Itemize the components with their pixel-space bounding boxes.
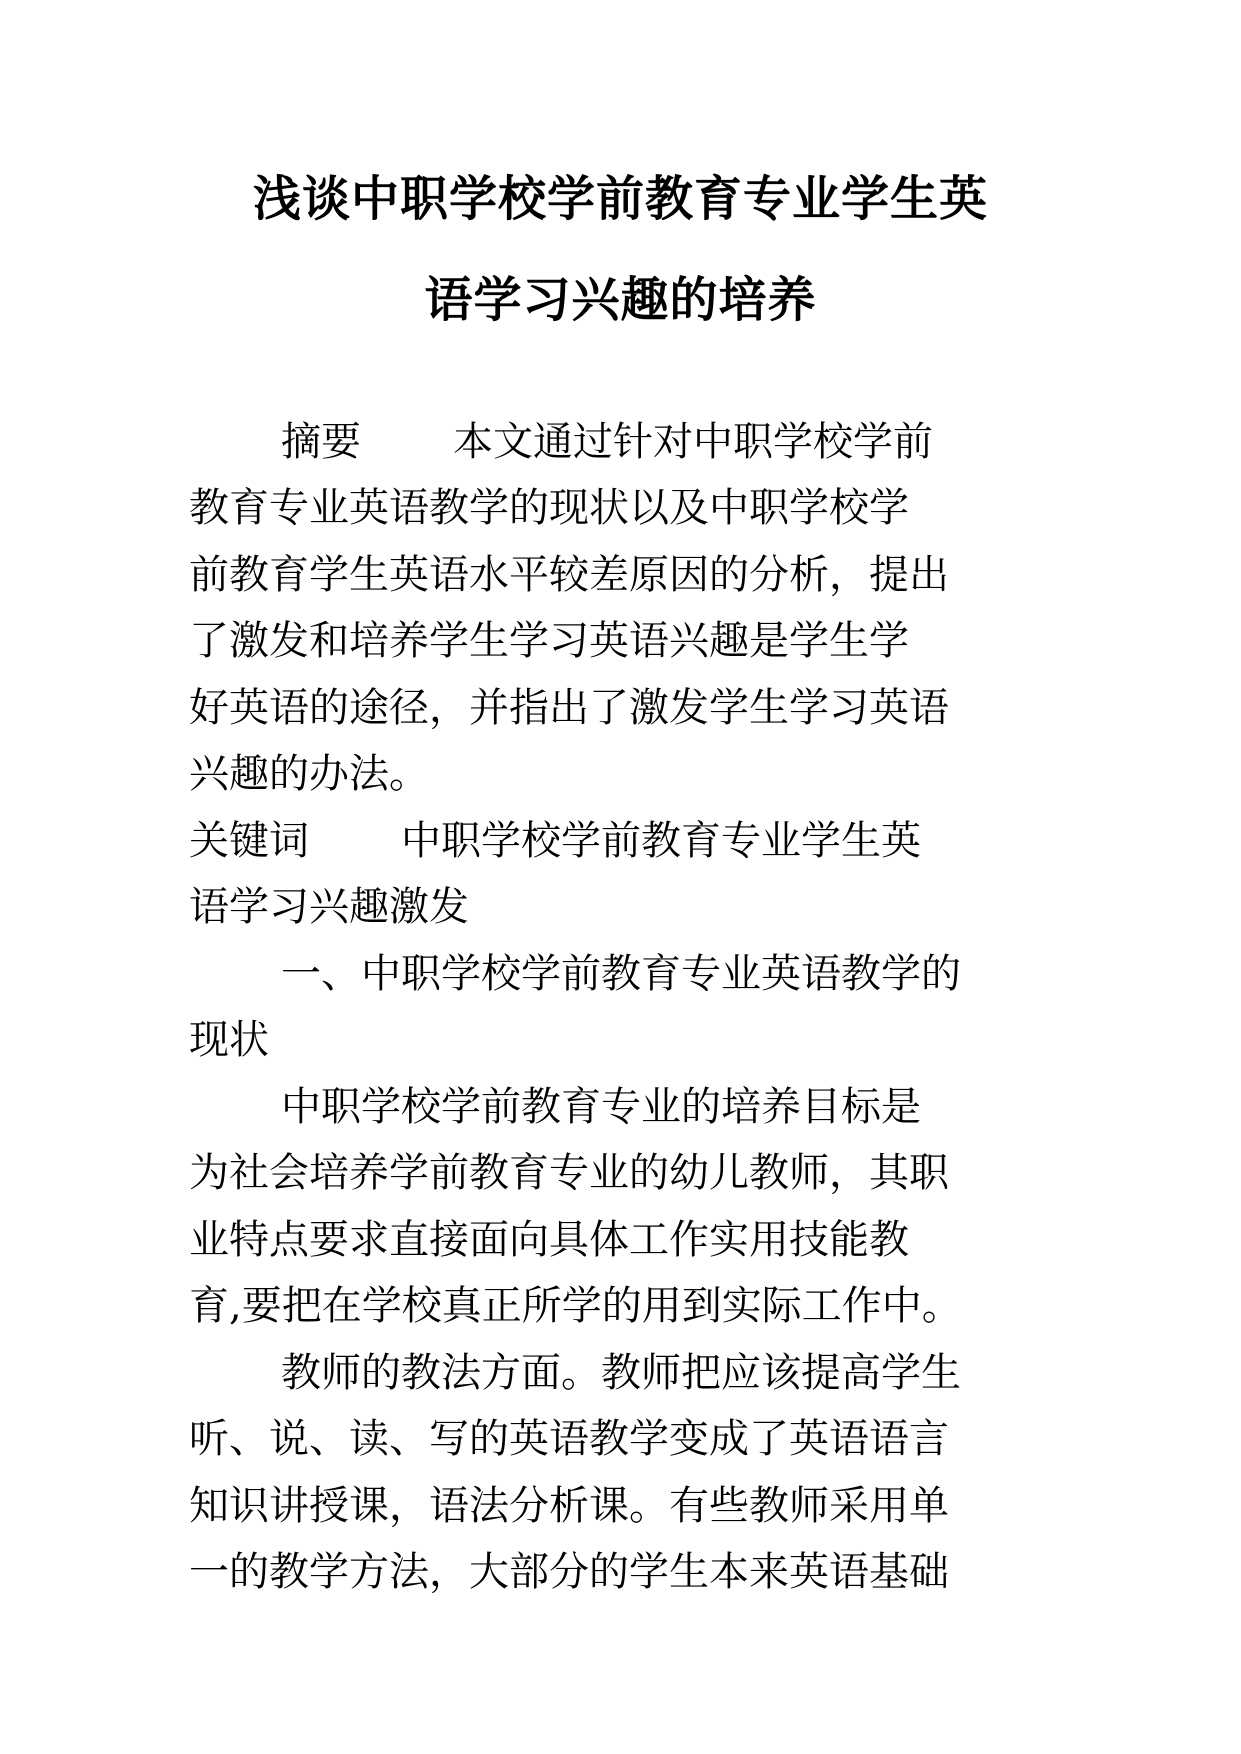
abstract-text-line: 好英语的途径，并指出了激发学生学习英语 [189,685,949,731]
abstract-text-line: 兴趣的办法。 [189,751,429,797]
abstract-text-line: 了激发和培养学生学习英语兴趣是学生学 [189,618,909,664]
document-title-line-2: 语学习兴趣的培养 [424,272,817,328]
abstract-label: 摘要 [281,419,361,465]
paragraph-line: 知识讲授课，语法分析课。有些教师采用单 [189,1483,949,1529]
paragraph-line: 育,要把在学校真正所学的用到实际工作中。 [189,1283,962,1329]
document-title-line-1: 浅谈中职学校学前教育专业学生英 [252,171,988,227]
section-heading-line: 现状 [189,1017,269,1063]
abstract-text-line: 本文通过针对中职学校学前 [453,419,933,465]
paragraph-line: 中职学校学前教育专业的培养目标是 [281,1084,921,1130]
paragraph-line: 教师的教法方面。教师把应该提高学生 [281,1350,961,1396]
keywords-text-line: 中职学校学前教育专业学生英 [401,818,921,864]
paragraph-line: 为社会培养学前教育专业的幼儿教师，其职 [189,1150,949,1196]
abstract-text-line: 前教育学生英语水平较差原因的分析，提出 [189,552,949,598]
keywords-label: 关键词 [189,818,309,864]
paragraph-line: 听、说、读、写的英语教学变成了英语语言 [189,1416,949,1462]
abstract-text-line: 教育专业英语教学的现状以及中职学校学 [189,485,909,531]
abstract-first-line [281,419,933,465]
paragraph-line: 业特点要求直接面向具体工作实用技能教 [189,1217,909,1263]
section-heading-line: 一、中职学校学前教育专业英语教学的 [281,951,961,997]
paragraph-line: 一的教学方法，大部分的学生本来英语基础 [189,1549,949,1595]
keywords-first-line [189,818,921,864]
keywords-text-line: 语学习兴趣激发 [189,884,469,930]
